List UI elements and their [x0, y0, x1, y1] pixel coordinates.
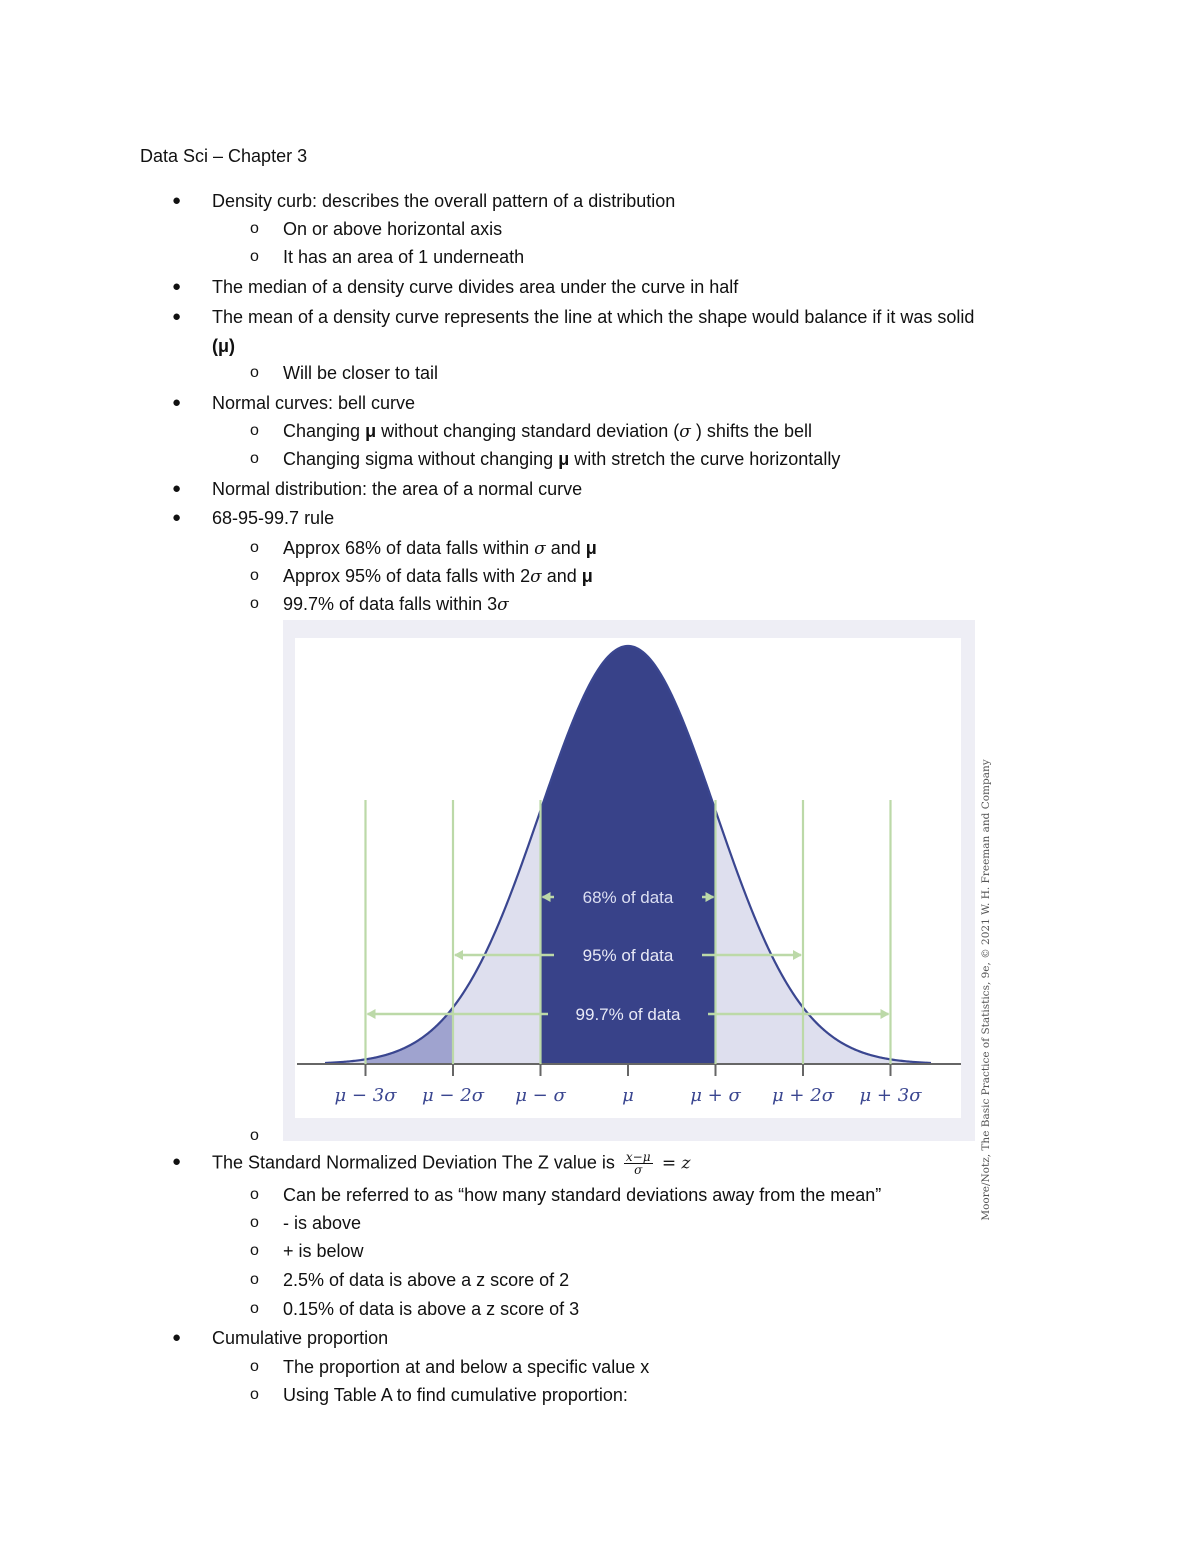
text-run: and	[541, 566, 582, 586]
list-item: The mean of a density curve represents the line at which the shape would balance if it was solid	[212, 307, 975, 327]
tick-label: μ − 2σ	[422, 1085, 484, 1106]
text-run: ) shifts the bell	[690, 421, 812, 441]
figure-credit: Moore/Notz, The Basic Practice of Statistics, 9e, © 2021 W. H. Freeman and Company	[980, 759, 992, 1221]
band-label: 95% of data	[582, 946, 674, 965]
sub-bullet: o	[250, 567, 259, 584]
tick-label: μ − σ	[515, 1085, 566, 1106]
sub-bullet: o	[250, 220, 259, 237]
z-formula-fraction	[624, 1151, 653, 1176]
sigma-symbol: σ	[679, 422, 691, 442]
bullet-dot: ●	[172, 192, 182, 209]
bullet-dot: ●	[172, 394, 182, 411]
list-item: The median of a density curve divides area under the curve in half	[212, 277, 739, 297]
text-run: 99.7% of data falls within 3	[283, 594, 498, 614]
list-item	[212, 1151, 691, 1176]
sub-list-item: The proportion at and below a specific value x	[283, 1357, 650, 1377]
sub-list-item: Can be referred to as “how many standard deviations away from the mean”	[283, 1185, 882, 1205]
sub-list-item: It has an area of 1 underneath	[283, 247, 525, 267]
tick-label: μ + 2σ	[772, 1085, 834, 1106]
z-equals: = z	[656, 1153, 691, 1174]
sub-list-item: - is above	[283, 1213, 362, 1233]
text-run: with stretch the curve horizontally	[569, 449, 841, 469]
sub-bullet: o	[250, 364, 259, 381]
tick-label: μ − 3σ	[334, 1085, 397, 1106]
sub-list-item: 0.15% of data is above a z score of 3	[283, 1299, 580, 1319]
mu-symbol: μ	[365, 421, 377, 441]
band-label: 99.7% of data	[575, 1005, 681, 1024]
sub-bullet: o	[250, 1127, 259, 1144]
sub-bullet: o	[250, 422, 259, 439]
list-item: Normal distribution: the area of a normal curve	[212, 479, 583, 499]
band-label: 68% of data	[582, 888, 674, 907]
sub-bullet: o	[250, 248, 259, 265]
fraction-numerator: x−μ	[625, 1150, 651, 1164]
sub-bullet: o	[250, 1386, 259, 1403]
text-run: Approx 68% of data falls within	[283, 538, 535, 558]
text-run: The Standard Normalized Deviation The Z value is	[212, 1152, 620, 1173]
sigma-symbol: σ	[530, 567, 542, 587]
sigma-symbol: σ	[534, 539, 546, 559]
list-item: 68-95-99.7 rule	[212, 508, 335, 528]
text-run: without changing standard deviation (	[376, 421, 680, 441]
sub-list-item	[283, 565, 593, 588]
list-item: Density curb: describes the overall pattern of a distribution	[212, 191, 676, 211]
text-run: and	[545, 538, 586, 558]
sub-list-item: + is below	[283, 1241, 364, 1261]
mu-symbol: μ	[558, 449, 570, 469]
sub-list-item: Using Table A to find cumulative proportion:	[283, 1385, 628, 1405]
text-run: Approx 95% of data falls with 2	[283, 566, 531, 586]
sub-bullet: o	[250, 450, 259, 467]
bullet-dot: ●	[172, 480, 182, 497]
sub-bullet: o	[250, 1214, 259, 1231]
sub-list-item	[283, 537, 597, 560]
sub-bullet: o	[250, 595, 259, 612]
sub-bullet: o	[250, 1358, 259, 1375]
bullet-dot: ●	[172, 1329, 182, 1346]
mu-symbol: μ	[581, 566, 593, 586]
document-title: Data Sci – Chapter 3	[140, 146, 308, 166]
text-run: Changing sigma without changing	[283, 449, 559, 469]
bullet-dot: ●	[172, 1153, 182, 1170]
sub-bullet: o	[250, 1242, 259, 1259]
sub-bullet: o	[250, 539, 259, 556]
sub-bullet: o	[250, 1271, 259, 1288]
tick-label: μ + 3σ	[859, 1085, 922, 1106]
tick-label: μ	[622, 1085, 634, 1106]
list-item: Cumulative proportion	[212, 1328, 389, 1348]
sub-list-item	[283, 420, 812, 443]
mu-symbol: μ	[585, 538, 597, 558]
sub-list-item: Will be closer to tail	[283, 363, 439, 383]
text-run: Changing	[283, 421, 366, 441]
sub-list-item: On or above horizontal axis	[283, 219, 503, 239]
sub-bullet: o	[250, 1186, 259, 1203]
list-item: Normal curves: bell curve	[212, 393, 416, 413]
bullet-dot: ●	[172, 308, 182, 325]
sub-list-item: 2.5% of data is above a z score of 2	[283, 1270, 570, 1290]
fraction-denominator: σ	[634, 1163, 643, 1177]
bullet-dot: ●	[172, 509, 182, 526]
list-item-continuation: (μ)	[212, 336, 236, 356]
bullet-dot: ●	[172, 278, 182, 295]
sub-list-item	[283, 448, 840, 470]
tick-label: μ + σ	[690, 1085, 741, 1106]
sub-list-item	[283, 593, 509, 616]
sub-bullet: o	[250, 1300, 259, 1317]
sigma-symbol: σ	[497, 595, 509, 615]
